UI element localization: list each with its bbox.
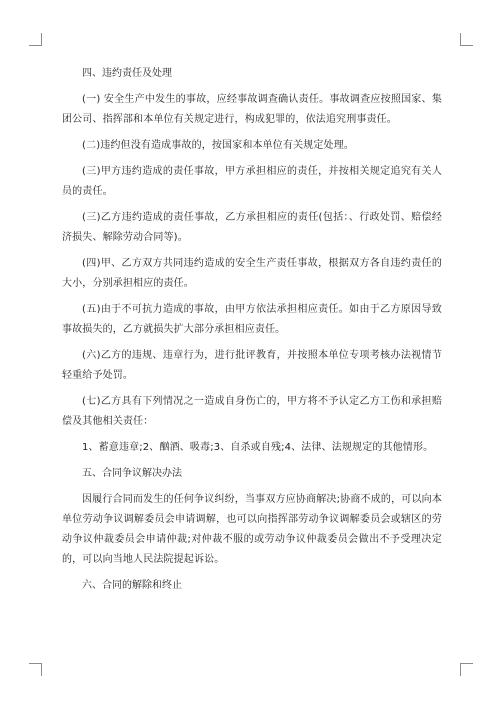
- paragraph-self-injury: (七)乙方具有下列情况之一造成自身伤亡的，甲方将不予认定乙方工伤和承担赔偿及其他相关责任：: [62, 396, 442, 427]
- paragraph-accident-investigation: (一) 安全生产中发生的事故，应经事故调查确认责任。事故调查应按照国家、集团公司、指挥部和本单位有关规定进行，构成犯罪的，依法追究刑事责任。: [62, 94, 442, 125]
- document-body: [62, 64, 442, 602]
- crop-mark-bottom-left: [29, 663, 42, 676]
- paragraph-joint-breach: (四)甲、乙方双方共同违约造成的安全生产责任事故，根据双方各自违约责任的大小，分别承担相应的责任。: [62, 258, 442, 289]
- paragraph-self-injury-list: 1、蓄意违章;2、酗酒、吸毒;3、自杀或自残;4、法律、法规规定的其他情形。: [82, 442, 434, 453]
- paragraph-dispute-resolution: 因履行合同而发生的任何争议纠纷，当事双方应协商解决;协商不成的，可以向本单位劳动争议调解委员会申请调解，也可以向指挥部劳动争议调解委员会或辖区的劳动争议仲裁委员会申请仲裁;对仲裁不服的或劳动争议仲裁委员会做出不予受理决定的，可以向当地人民法院提起诉讼。: [62, 494, 442, 565]
- paragraph-breach-no-accident: (二)违约但没有造成事故的，按国家和本单位有关规定处理。: [82, 140, 355, 151]
- section-heading-termination: 六、合同的解除和终止: [82, 580, 182, 591]
- paragraph-violations: (六)乙方的违规、违章行为，进行批评教育，并按照本单位专项考核办法视情节轻重给予处罚。: [62, 350, 442, 381]
- crop-mark-bottom-right: [460, 663, 473, 676]
- paragraph-party-b-breach: (三)乙方违约造成的责任事故，乙方承担相应的责任(包括：、行政处罚、赔偿经济损失、解除劳动合同等)。: [62, 212, 442, 243]
- section-heading-dispute-resolution: 五、合同争议解决办法: [82, 468, 182, 479]
- paragraph-force-majeure: (五)由于不可抗力造成的事故，由甲方依法承担相应责任。如由于乙方原因导致事故损失的，乙方就损失扩大部分承担相应责任。: [62, 304, 442, 335]
- crop-mark-top-left: [29, 33, 42, 46]
- section-heading-breach-liability: 四、违约责任及处理: [82, 68, 172, 79]
- crop-mark-top-right: [460, 33, 473, 46]
- paragraph-party-a-breach: (三)甲方违约造成的责任事故，甲方承担相应的责任，并按相关规定追究有关人员的责任。: [62, 166, 442, 197]
